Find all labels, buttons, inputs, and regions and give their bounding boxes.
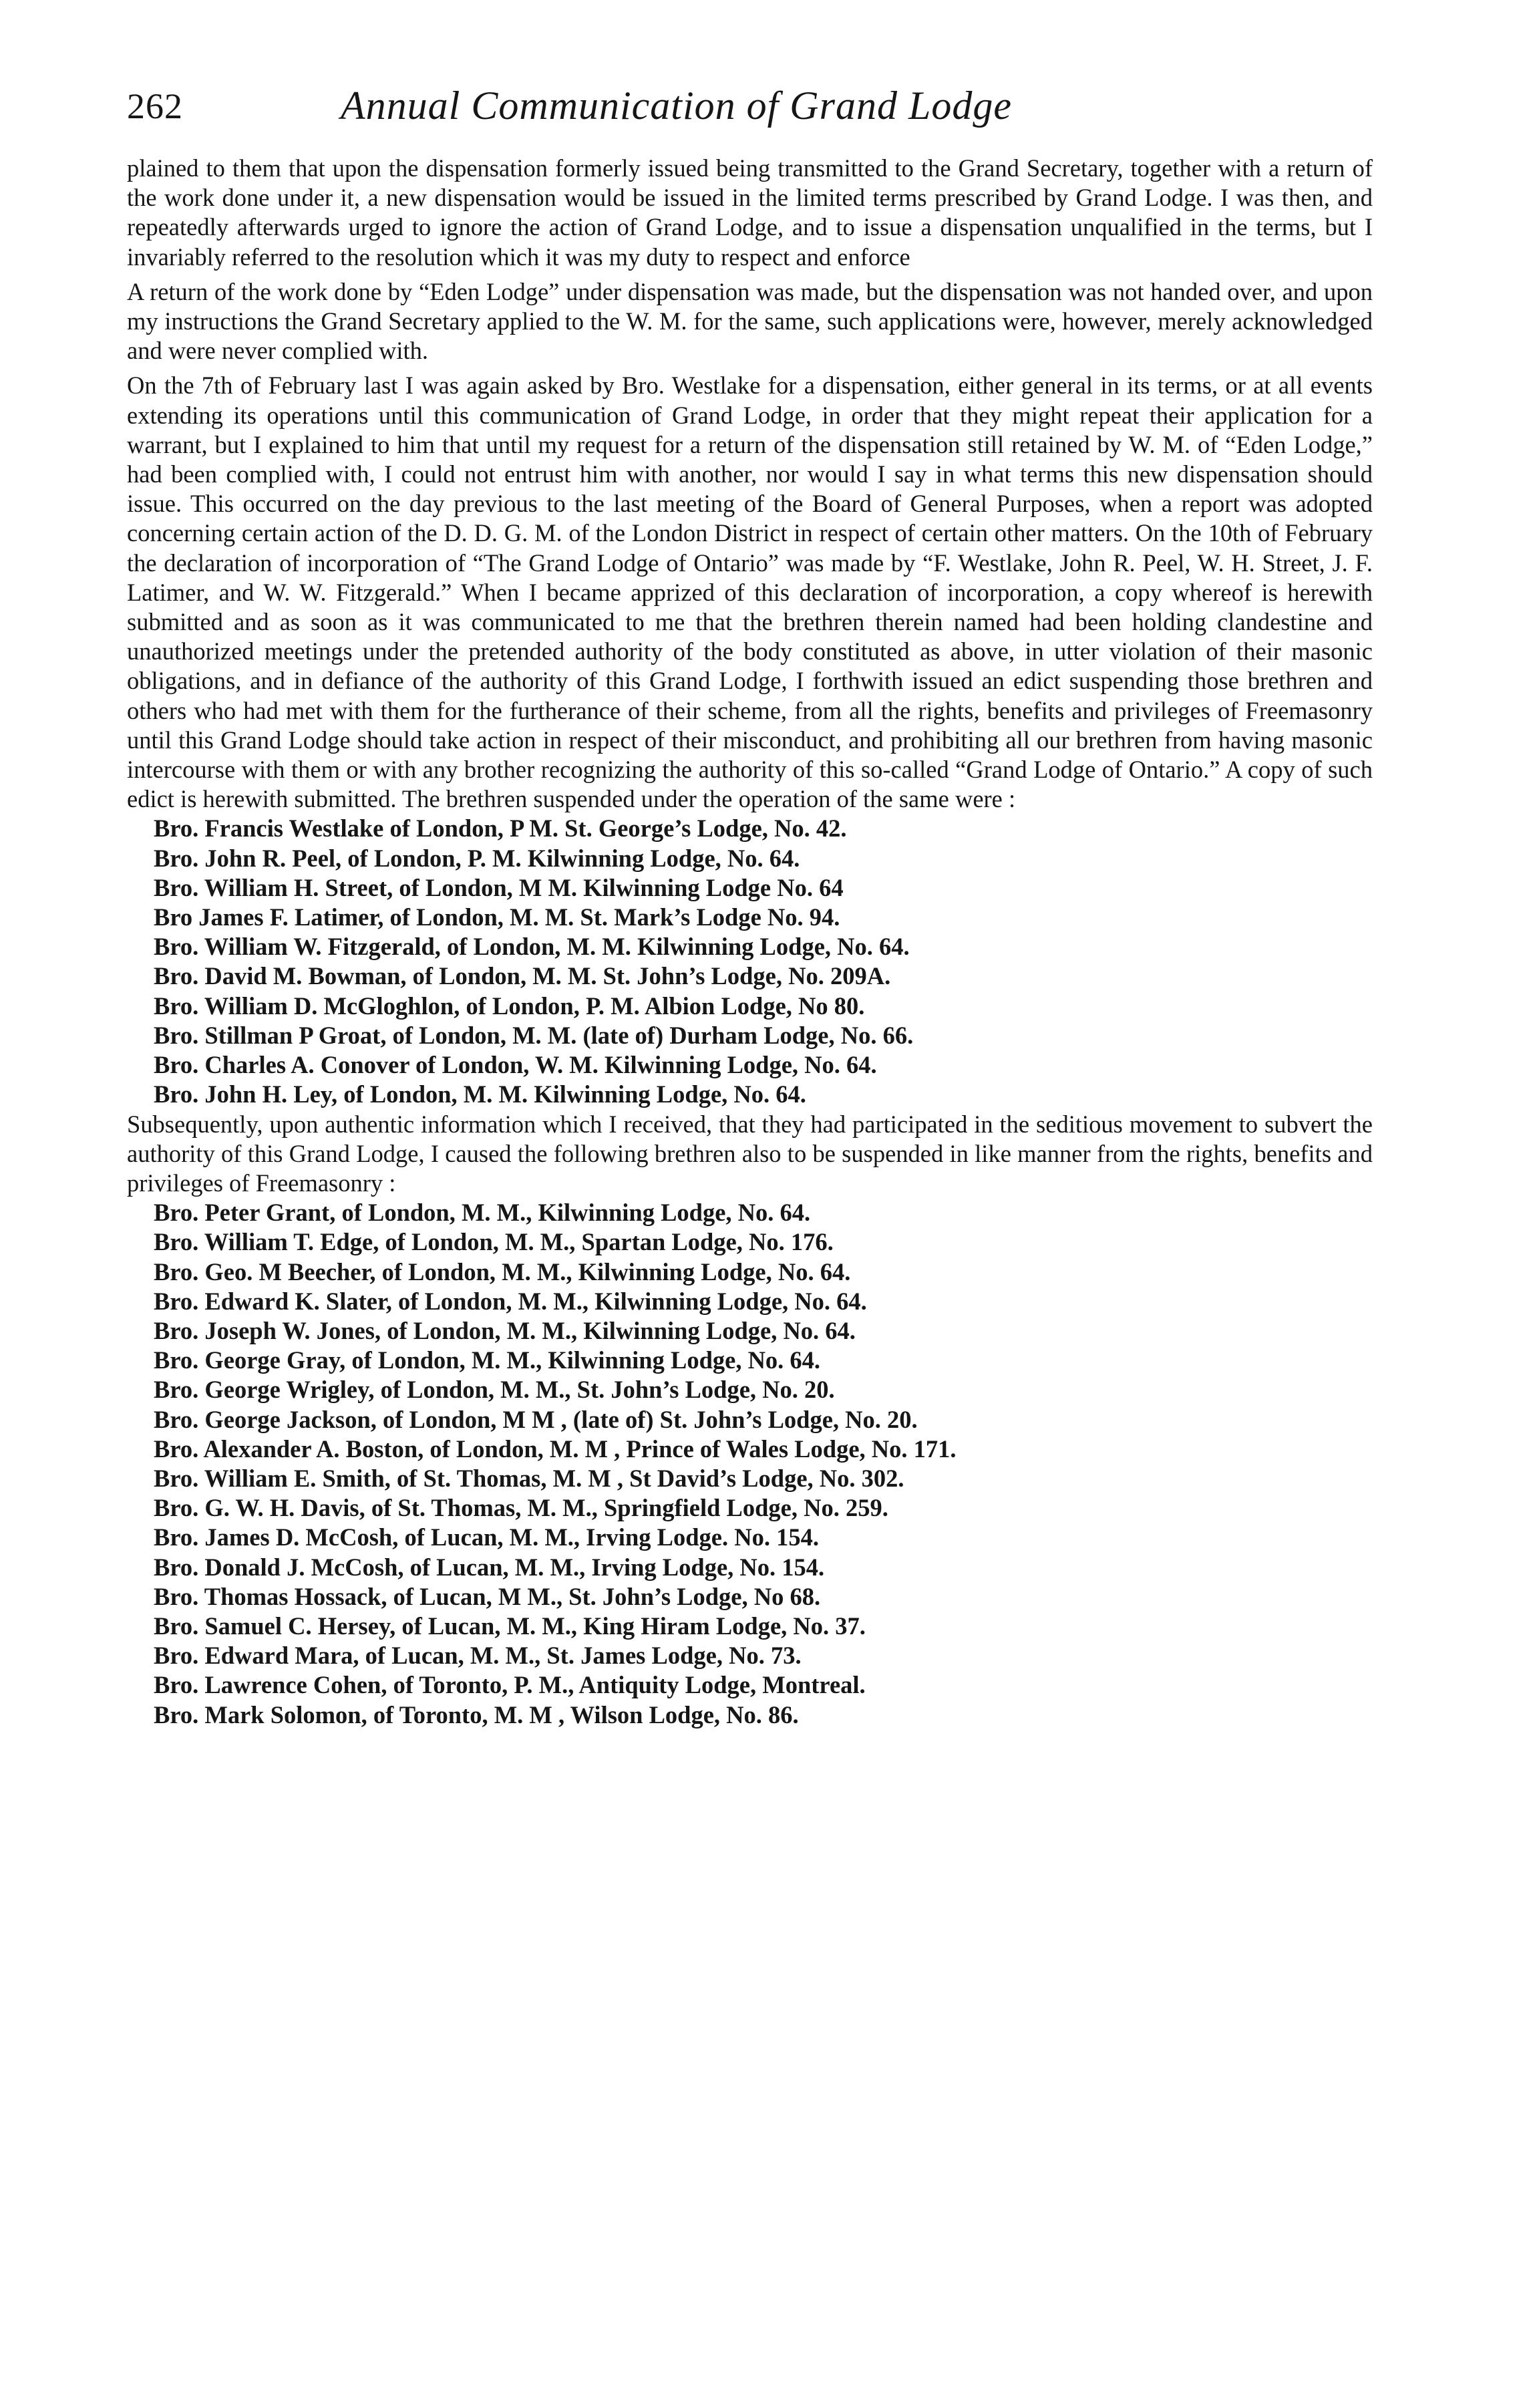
list-item: Bro. David M. Bowman, of London, M. M. St. John’s Lodge, No. 209A. — [154, 962, 891, 990]
list-item: Bro. Peter Grant, of London, M. M., Kilwinning Lodge, No. 64. — [154, 1199, 811, 1227]
list-item: Bro. Edward Mara, of Lucan, M. M., St. James Lodge, No. 73. — [154, 1642, 802, 1670]
list-item: Bro. William W. Fitzgerald, of London, M. M. Kilwinning Lodge, No. 64. — [154, 933, 910, 961]
list-item: Bro. William T. Edge, of London, M. M., Spartan Lodge, No. 176. — [154, 1228, 834, 1256]
suspended-brethren-list-second — [127, 1198, 1373, 1730]
list-item: Bro. William E. Smith, of St. Thomas, M. M , St David’s Lodge, No. 302. — [154, 1464, 904, 1492]
list-item: Bro. G. W. H. Davis, of St. Thomas, M. M., Springfield Lodge, No. 259. — [154, 1494, 888, 1522]
paragraph: On the 7th of February last I was again asked by Bro. Westlake for a dispensation, either general in its terms, or at all events extending its operations until this communication of Grand Lodge, in order that they might repeat their application for a warrant, but I explained to him that until my request for a return of the dispensation still retained by W. M. of “Eden Lodge,” had been complied with, I could not entrust him with another, nor would I say in what terms this new dispensation should issue. This occurred on the day previous to the last meeting of the Board of General Purposes, when a report was adopted concerning certain action of the D. D. G. M. of the London District in respect of certain other matters. On the 10th of February the declaration of incorporation of “The Grand Lodge of Ontario” was made by “F. Westlake, John R. Peel, W. H. Street, J. F. Latimer, and W. W. Fitzgerald.” When I became apprized of this declaration of incorporation, a copy whereof is herewith submitted and as soon as it was communicated to me that the brethren therein named had been holding clandestine and unauthorized meetings under the pretended authority of the body constituted as above, in utter violation of their masonic obligations, and in defiance of the authority of this Grand Lodge, I forthwith issued an edict suspending those brethren and others who had met with them for the furtherance of their scheme, from all the rights, benefits and privileges of Freemasonry until this Grand Lodge should take action in respect of their misconduct, and prohibiting all our brethren from having masonic intercourse with them or with any brother recognizing the authority of this so-called “Grand Lodge of Ontario.” A copy of such edict is herewith submitted. The brethren suspended under the operation of the same were : — [127, 371, 1373, 813]
list-item: Bro. Donald J. McCosh, of Lucan, M. M., Irving Lodge, No. 154. — [154, 1553, 825, 1581]
list-item: Bro. Geo. M Beecher, of London, M. M., Kilwinning Lodge, No. 64. — [154, 1257, 851, 1286]
running-title: Annual Communication of Grand Lodge — [341, 84, 1012, 128]
list-item: Bro. Alexander A. Boston, of London, M. M , Prince of Wales Lodge, No. 171. — [154, 1435, 957, 1463]
list-item: Bro. John R. Peel, of London, P. M. Kilwinning Lodge, No. 64. — [154, 844, 800, 872]
list-item: Bro. Samuel C. Hersey, of Lucan, M. M., King Hiram Lodge, No. 37. — [154, 1612, 866, 1640]
list-item: Bro. Thomas Hossack, of Lucan, M M., St. John’s Lodge, No 68. — [154, 1582, 821, 1610]
list-item: Bro. George Wrigley, of London, M. M., St. John’s Lodge, No. 20. — [154, 1376, 835, 1404]
paragraph: Subsequently, upon authentic information which I received, that they had participated in the seditious movement to subvert the authority of this Grand Lodge, I caused the following brethren also to be suspended in like manner from the rights, benefits and privileges of Freemasonry : — [127, 1110, 1373, 1197]
list-item: Bro. Joseph W. Jones, of London, M. M., Kilwinning Lodge, No. 64. — [154, 1316, 856, 1344]
list-item: Bro. John H. Ley, of London, M. M. Kilwinning Lodge, No. 64. — [154, 1080, 806, 1108]
list-item: Bro. William D. McGloghlon, of London, P. M. Albion Lodge, No 80. — [154, 992, 865, 1020]
list-item: Bro. Charles A. Conover of London, W. M. Kilwinning Lodge, No. 64. — [154, 1051, 877, 1079]
list-item: Bro. William H. Street, of London, M M. Kilwinning Lodge No. 64 — [154, 873, 844, 901]
list-item: Bro. Stillman P Groat, of London, M. M. (late of) Durham Lodge, No. 66. — [154, 1021, 914, 1049]
paragraph: plained to them that upon the dispensation formerly issued being transmitted to the Grand Secretary, together with a return of the work done under it, a new dispensation would be issued in the limited terms prescribed by Grand Lodge. I was then, and repeatedly afterwards urged to ignore the action of Grand Lodge, and to issue a dispensation unqualified in the terms, but I invariably referred to the resolution which it was my duty to respect and enforce — [127, 154, 1373, 271]
list-item: Bro. Francis Westlake of London, P M. St. George’s Lodge, No. 42. — [154, 814, 847, 843]
body-text — [127, 154, 1373, 1730]
list-item: Bro. Edward K. Slater, of London, M. M., Kilwinning Lodge, No. 64. — [154, 1287, 867, 1315]
suspended-brethren-list-first — [127, 814, 1373, 1109]
list-item: Bro. George Gray, of London, M. M., Kilwinning Lodge, No. 64. — [154, 1346, 821, 1374]
list-item: Bro James F. Latimer, of London, M. M. St. Mark’s Lodge No. 94. — [154, 903, 840, 931]
list-item: Bro. Mark Solomon, of Toronto, M. M , Wilson Lodge, No. 86. — [154, 1700, 799, 1728]
list-item: Bro. Lawrence Cohen, of Toronto, P. M., Antiquity Lodge, Montreal. — [154, 1671, 866, 1699]
list-item: Bro. George Jackson, of London, M M , (late of) St. John’s Lodge, No. 20. — [154, 1405, 918, 1433]
paragraph: A return of the work done by “Eden Lodge” under dispensation was made, but the dispensation was not handed over, and upon my instructions the Grand Secretary applied to the W. M. for the same, such applications were, however, merely acknowledged and were never complied with. — [127, 277, 1373, 365]
page-number: 262 — [127, 86, 183, 126]
page-header — [127, 80, 1373, 154]
list-item: Bro. James D. McCosh, of Lucan, M. M., Irving Lodge. No. 154. — [154, 1523, 819, 1551]
document-page — [127, 80, 1373, 1730]
